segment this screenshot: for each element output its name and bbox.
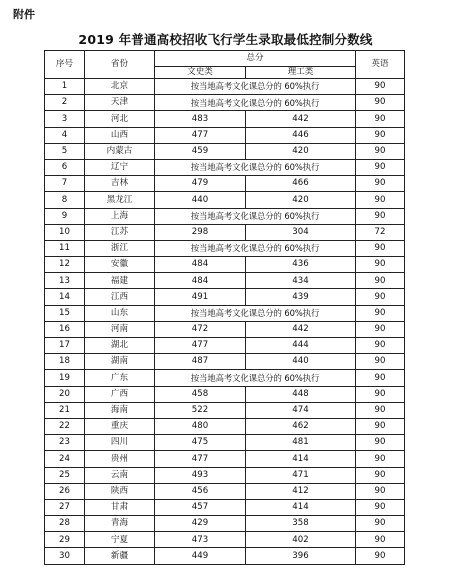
row-number: 8 <box>45 192 85 208</box>
table-row <box>45 354 405 370</box>
row-number: 20 <box>45 386 85 402</box>
province-cell: 广西 <box>85 386 155 402</box>
table-row <box>45 143 405 159</box>
row-number: 9 <box>45 208 85 224</box>
liberal-score: 429 <box>155 516 246 532</box>
province-cell: 福建 <box>85 273 155 289</box>
province-cell: 北京 <box>85 79 155 95</box>
science-score: 402 <box>246 532 356 548</box>
table-row <box>45 127 405 143</box>
english-score: 90 <box>356 240 405 256</box>
english-score: 90 <box>356 354 405 370</box>
row-number: 30 <box>45 548 85 564</box>
province-cell: 湖北 <box>85 338 155 354</box>
province-cell: 海南 <box>85 402 155 418</box>
liberal-score: 477 <box>155 451 246 467</box>
table-row <box>45 483 405 499</box>
science-score: 474 <box>246 402 356 418</box>
liberal-score: 440 <box>155 192 246 208</box>
english-score: 90 <box>356 321 405 337</box>
province-cell: 广东 <box>85 370 155 386</box>
province-cell: 湖南 <box>85 354 155 370</box>
province-cell: 吉林 <box>85 176 155 192</box>
table-row <box>45 451 405 467</box>
row-number: 12 <box>45 257 85 273</box>
liberal-score: 457 <box>155 499 246 515</box>
table-row <box>45 321 405 337</box>
english-score: 90 <box>356 305 405 321</box>
province-cell: 江西 <box>85 289 155 305</box>
merged-score-note: 按当地高考文化课总分的 60%执行 <box>155 305 356 321</box>
attachment-label: 附件 <box>13 8 35 21</box>
science-score: 466 <box>246 176 356 192</box>
table-row <box>45 224 405 240</box>
row-number: 2 <box>45 95 85 111</box>
row-number: 25 <box>45 467 85 483</box>
row-number: 29 <box>45 532 85 548</box>
liberal-score: 477 <box>155 127 246 143</box>
header-science: 理工类 <box>246 67 356 79</box>
row-number: 14 <box>45 289 85 305</box>
liberal-score: 449 <box>155 548 246 564</box>
english-score: 90 <box>356 435 405 451</box>
table-body <box>45 79 405 565</box>
row-number: 3 <box>45 111 85 127</box>
row-number: 4 <box>45 127 85 143</box>
document-title: 2019 年普通高校招收飞行学生录取最低控制分数线 <box>78 32 373 47</box>
province-cell: 四川 <box>85 435 155 451</box>
province-cell: 新疆 <box>85 548 155 564</box>
science-score: 440 <box>246 354 356 370</box>
english-score: 72 <box>356 224 405 240</box>
merged-score-note: 按当地高考文化课总分的 60%执行 <box>155 240 356 256</box>
row-number: 27 <box>45 499 85 515</box>
province-cell: 甘肃 <box>85 499 155 515</box>
science-score: 442 <box>246 111 356 127</box>
row-number: 18 <box>45 354 85 370</box>
science-score: 412 <box>246 483 356 499</box>
province-cell: 浙江 <box>85 240 155 256</box>
english-score: 90 <box>356 273 405 289</box>
table-row <box>45 305 405 321</box>
table-row <box>45 111 405 127</box>
header-total: 总分 <box>155 51 356 67</box>
row-number: 23 <box>45 435 85 451</box>
english-score: 90 <box>356 402 405 418</box>
province-cell: 安徽 <box>85 257 155 273</box>
english-score: 90 <box>356 208 405 224</box>
science-score: 436 <box>246 257 356 273</box>
row-number: 26 <box>45 483 85 499</box>
province-cell: 宁夏 <box>85 532 155 548</box>
province-cell: 青海 <box>85 516 155 532</box>
header-liberal: 文史类 <box>155 67 246 79</box>
science-score: 420 <box>246 192 356 208</box>
liberal-score: 475 <box>155 435 246 451</box>
table-row <box>45 386 405 402</box>
row-number: 19 <box>45 370 85 386</box>
province-cell: 陕西 <box>85 483 155 499</box>
science-score: 358 <box>246 516 356 532</box>
science-score: 304 <box>246 224 356 240</box>
english-score: 90 <box>356 483 405 499</box>
table-row <box>45 79 405 95</box>
science-score: 434 <box>246 273 356 289</box>
english-score: 90 <box>356 289 405 305</box>
table-row <box>45 418 405 434</box>
table-row <box>45 208 405 224</box>
english-score: 90 <box>356 79 405 95</box>
english-score: 90 <box>356 467 405 483</box>
liberal-score: 487 <box>155 354 246 370</box>
english-score: 90 <box>356 338 405 354</box>
province-cell: 上海 <box>85 208 155 224</box>
science-score: 448 <box>246 386 356 402</box>
row-number: 6 <box>45 159 85 175</box>
table-row <box>45 338 405 354</box>
table-row <box>45 289 405 305</box>
english-score: 90 <box>356 516 405 532</box>
row-number: 5 <box>45 143 85 159</box>
merged-score-note: 按当地高考文化课总分的 60%执行 <box>155 159 356 175</box>
province-cell: 贵州 <box>85 451 155 467</box>
province-cell: 天津 <box>85 95 155 111</box>
row-number: 11 <box>45 240 85 256</box>
liberal-score: 493 <box>155 467 246 483</box>
science-score: 462 <box>246 418 356 434</box>
liberal-score: 483 <box>155 111 246 127</box>
table-row <box>45 516 405 532</box>
row-number: 22 <box>45 418 85 434</box>
row-number: 1 <box>45 79 85 95</box>
table-row <box>45 95 405 111</box>
table-row <box>45 435 405 451</box>
english-score: 90 <box>356 370 405 386</box>
row-number: 10 <box>45 224 85 240</box>
science-score: 414 <box>246 451 356 467</box>
header-no: 序号 <box>45 51 85 79</box>
merged-score-note: 按当地高考文化课总分的 60%执行 <box>155 208 356 224</box>
science-score: 446 <box>246 127 356 143</box>
province-cell: 江苏 <box>85 224 155 240</box>
province-cell: 山西 <box>85 127 155 143</box>
liberal-score: 298 <box>155 224 246 240</box>
header-province: 省份 <box>85 51 155 79</box>
liberal-score: 484 <box>155 257 246 273</box>
liberal-score: 456 <box>155 483 246 499</box>
science-score: 444 <box>246 338 356 354</box>
english-score: 90 <box>356 192 405 208</box>
english-score: 90 <box>356 127 405 143</box>
liberal-score: 480 <box>155 418 246 434</box>
liberal-score: 522 <box>155 402 246 418</box>
liberal-score: 473 <box>155 532 246 548</box>
english-score: 90 <box>356 499 405 515</box>
province-cell: 内蒙古 <box>85 143 155 159</box>
row-number: 24 <box>45 451 85 467</box>
table-row <box>45 159 405 175</box>
row-number: 17 <box>45 338 85 354</box>
table-row <box>45 240 405 256</box>
province-cell: 山东 <box>85 305 155 321</box>
science-score: 414 <box>246 499 356 515</box>
english-score: 90 <box>356 143 405 159</box>
science-score: 481 <box>246 435 356 451</box>
row-number: 16 <box>45 321 85 337</box>
merged-score-note: 按当地高考文化课总分的 60%执行 <box>155 370 356 386</box>
merged-score-note: 按当地高考文化课总分的 60%执行 <box>155 95 356 111</box>
header-english: 英语 <box>356 51 405 79</box>
merged-score-note: 按当地高考文化课总分的 60%执行 <box>155 79 356 95</box>
province-cell: 河南 <box>85 321 155 337</box>
province-cell: 黑龙江 <box>85 192 155 208</box>
english-score: 90 <box>356 95 405 111</box>
table-row <box>45 192 405 208</box>
row-number: 7 <box>45 176 85 192</box>
table-row <box>45 467 405 483</box>
liberal-score: 477 <box>155 338 246 354</box>
english-score: 90 <box>356 111 405 127</box>
science-score: 442 <box>246 321 356 337</box>
english-score: 90 <box>356 176 405 192</box>
english-score: 90 <box>356 548 405 564</box>
row-number: 21 <box>45 402 85 418</box>
table-row <box>45 176 405 192</box>
row-number: 28 <box>45 516 85 532</box>
english-score: 90 <box>356 257 405 273</box>
row-number: 13 <box>45 273 85 289</box>
score-table <box>44 50 405 565</box>
english-score: 90 <box>356 418 405 434</box>
liberal-score: 458 <box>155 386 246 402</box>
liberal-score: 484 <box>155 273 246 289</box>
table-row <box>45 402 405 418</box>
province-cell: 河北 <box>85 111 155 127</box>
liberal-score: 479 <box>155 176 246 192</box>
province-cell: 云南 <box>85 467 155 483</box>
table-row <box>45 370 405 386</box>
table-row <box>45 273 405 289</box>
english-score: 90 <box>356 451 405 467</box>
row-number: 15 <box>45 305 85 321</box>
liberal-score: 472 <box>155 321 246 337</box>
english-score: 90 <box>356 532 405 548</box>
science-score: 396 <box>246 548 356 564</box>
science-score: 420 <box>246 143 356 159</box>
liberal-score: 491 <box>155 289 246 305</box>
science-score: 439 <box>246 289 356 305</box>
table-row <box>45 257 405 273</box>
liberal-score: 459 <box>155 143 246 159</box>
province-cell: 重庆 <box>85 418 155 434</box>
table-row <box>45 499 405 515</box>
english-score: 90 <box>356 159 405 175</box>
province-cell: 辽宁 <box>85 159 155 175</box>
table-row <box>45 548 405 564</box>
english-score: 90 <box>356 386 405 402</box>
science-score: 471 <box>246 467 356 483</box>
table-row <box>45 532 405 548</box>
